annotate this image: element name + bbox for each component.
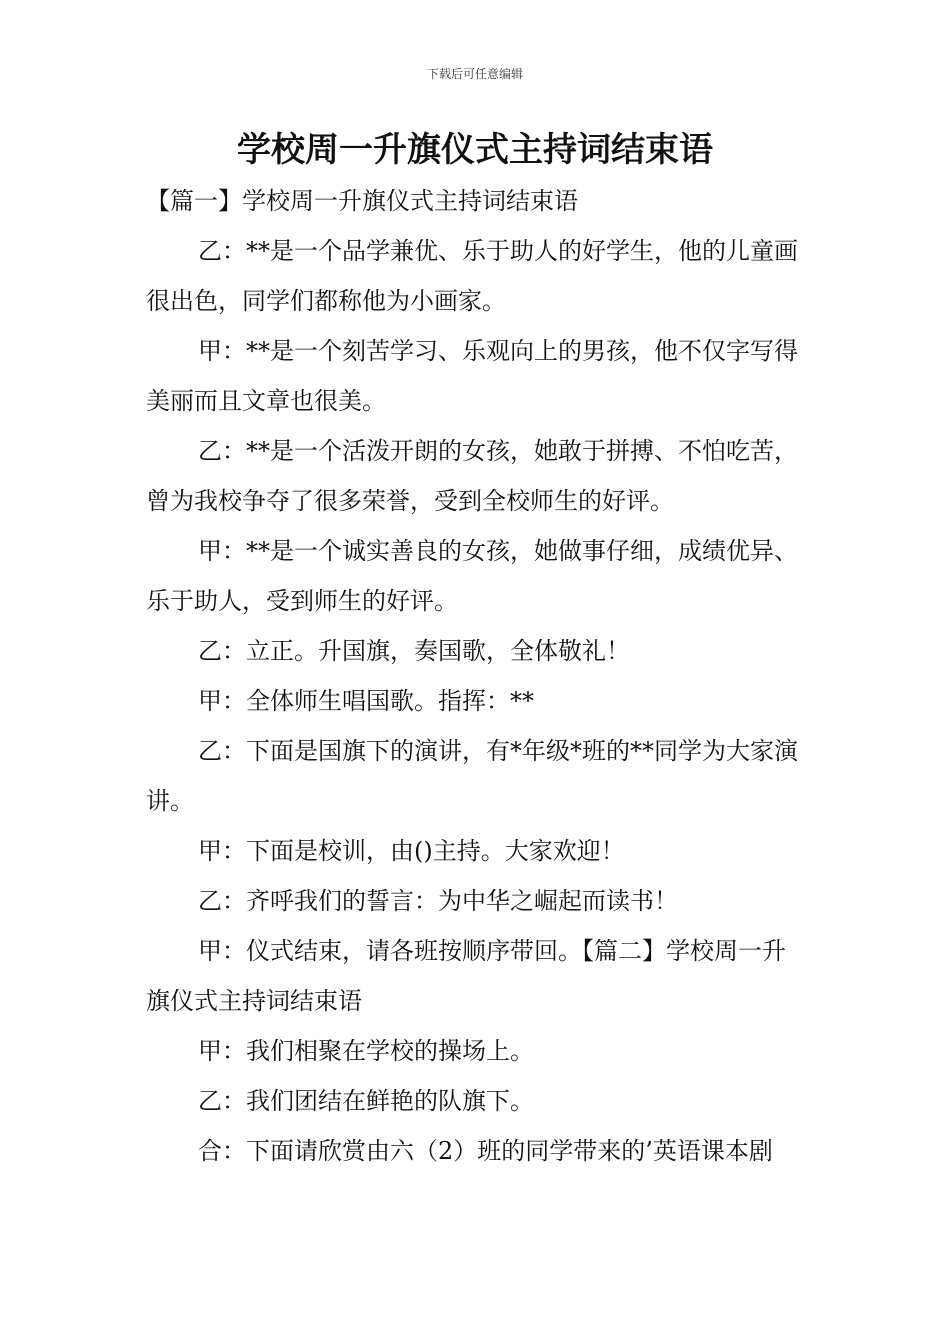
paragraph: 合：下面请欣赏由六（2）班的同学带来的’英语课本剧 xyxy=(198,1137,773,1165)
paragraph: 乙：**是一个活泼开朗的女孩，她敢于拼搏、不怕吃苦，曾为我校争夺了很多荣誉，受到全校师生的好评。 xyxy=(146,437,798,515)
paragraph: 乙：立正。升国旗，奏国歌，全体敬礼！ xyxy=(198,637,630,665)
document-body xyxy=(146,176,808,1176)
page-header-note: 下载后可任意编辑 xyxy=(426,67,523,81)
paragraph: 甲：下面是校训，由()主持。大家欢迎！ xyxy=(198,837,625,865)
section-heading: 【篇一】学校周一升旗仪式主持词结束语 xyxy=(146,187,578,215)
paragraph: 乙：**是一个品学兼优、乐于助人的好学生，他的儿童画很出色，同学们都称他为小画家。 xyxy=(146,237,798,315)
paragraph: 甲：**是一个诚实善良的女孩，她做事仔细，成绩优异、乐于助人，受到师生的好评。 xyxy=(146,537,798,615)
paragraph: 甲：全体师生唱国歌。指挥：** xyxy=(198,687,534,715)
paragraph: 乙：下面是国旗下的演讲，有*年级*班的**同学为大家演讲。 xyxy=(146,737,798,815)
paragraph: 甲：**是一个刻苦学习、乐观向上的男孩，他不仅字写得美丽而且文章也很美。 xyxy=(146,337,798,415)
document-title: 学校周一升旗仪式主持词结束语 xyxy=(237,130,713,170)
paragraph: 乙：我们团结在鲜艳的队旗下。 xyxy=(198,1087,534,1115)
paragraph: 甲：我们相聚在学校的操场上。 xyxy=(198,1037,534,1065)
paragraph: 甲：仪式结束，请各班按顺序带回。【篇二】学校周一升旗仪式主持词结束语 xyxy=(146,937,786,1015)
paragraph: 乙：齐呼我们的誓言：为中华之崛起而读书！ xyxy=(198,887,678,915)
